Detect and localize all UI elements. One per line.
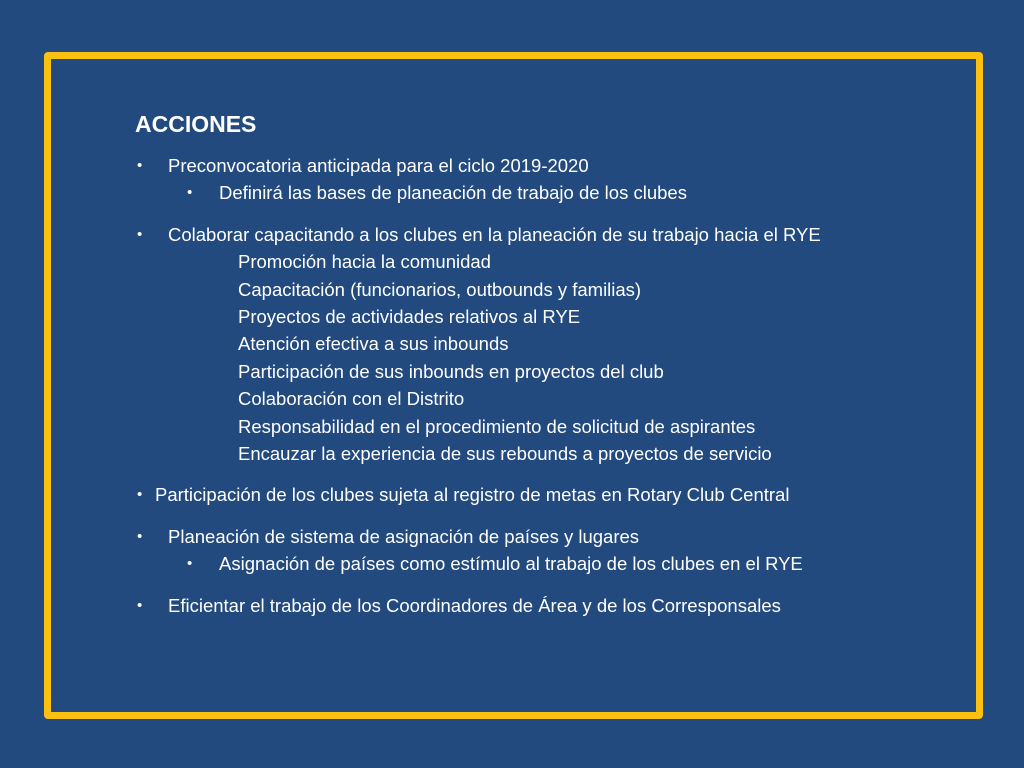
- bullet-text: Preconvocatoria anticipada para el ciclo 2019-2020: [168, 155, 589, 176]
- bullet-icon: •: [137, 486, 143, 504]
- list-item: [135, 221, 955, 468]
- indented-line: Colaboración con el Distrito: [238, 388, 465, 410]
- bullet-text: Planeación de sistema de asignación de países y lugares: [168, 525, 640, 547]
- indented-line: Promoción hacia la comunidad: [238, 251, 491, 273]
- bullet-text: Colaborar capacitando a los clubes en la planeación de su trabajo hacia el RYE: [168, 223, 821, 245]
- bullet-item: [135, 592, 955, 619]
- indented-line: Atención efectiva a sus inbounds: [238, 333, 509, 355]
- bullet-icon: •: [137, 527, 143, 545]
- bullet-text: Participación de los clubes sujeta al registro de metas en Rotary Club Central: [155, 484, 790, 506]
- bullet-item: [135, 152, 955, 179]
- indented-line: Responsabilidad en el procedimiento de solicitud de aspirantes: [238, 415, 756, 437]
- list-item: [135, 523, 955, 578]
- list-item: [135, 152, 955, 207]
- indented-line: Encauzar la experiencia de sus rebounds a proyectos de servicio: [238, 443, 772, 465]
- bullet-item: [135, 523, 955, 550]
- sub-bullet-text: Definirá las bases de planeación de trabajo de los clubes: [219, 182, 687, 204]
- bullet-icon: •: [137, 157, 143, 174]
- bullet-icon: •: [137, 596, 143, 614]
- slide-content: [135, 108, 955, 633]
- sub-bullet-item: [135, 550, 955, 577]
- indented-line: Capacitación (funcionarios, outbounds y familias): [238, 278, 642, 300]
- sub-bullet-item: [135, 179, 955, 206]
- list-item: [135, 592, 955, 619]
- indented-line: Participación de sus inbounds en proyectos del club: [238, 360, 664, 382]
- list-item: [135, 481, 955, 508]
- bullet-icon: •: [187, 555, 193, 573]
- bullet-text: Eficientar el trabajo de los Coordinadores de Área y de los Corresponsales: [168, 594, 781, 616]
- bullet-item: [135, 481, 955, 508]
- bullet-icon: •: [137, 225, 143, 243]
- indented-line: Proyectos de actividades relativos al RYE: [238, 306, 581, 328]
- bullet-item: [135, 221, 955, 248]
- slide-title: ACCIONES: [135, 111, 257, 137]
- sub-bullet-text: Asignación de países como estímulo al trabajo de los clubes en el RYE: [219, 553, 803, 575]
- bullet-icon: •: [187, 184, 193, 202]
